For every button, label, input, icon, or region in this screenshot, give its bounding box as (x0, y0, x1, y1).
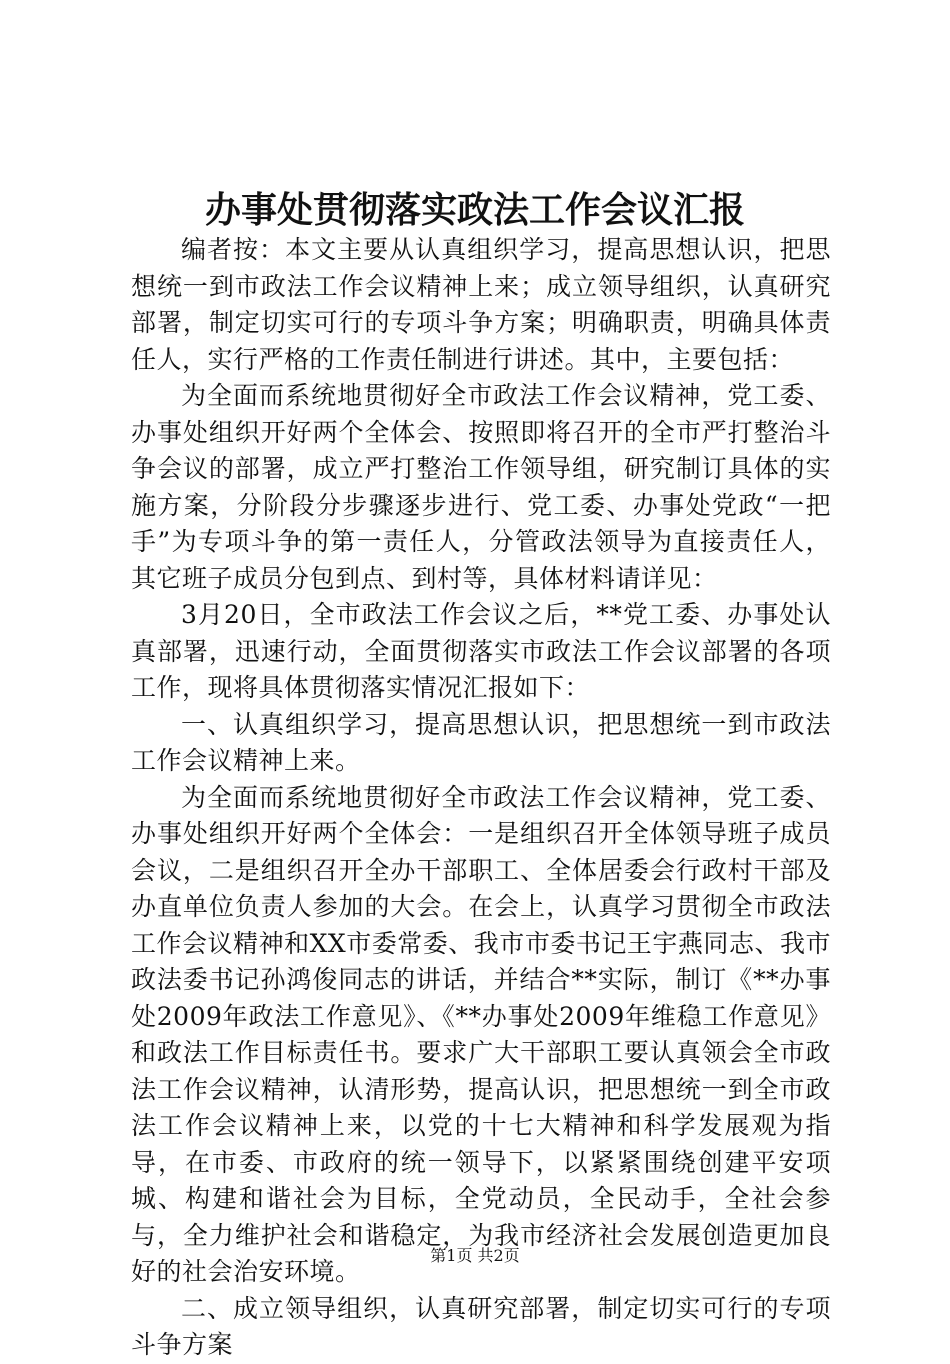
paragraph: 为全面而系统地贯彻好全市政法工作会议精神，党工委、办事处组织开好两个全体会、按照即将召开的全市严打整治斗争会议的部署，成立严打整治工作领导组，研究制订具体的实施方案，分阶段分步骤逐步进行、党工委、办事处党政“一把手”为专项斗争的第一责任人，分管政法领导为直接责任人，其它班子成员分包到点、到村等，具体材料请详见： (131, 381, 831, 593)
page-number: 第1页 共2页 (430, 1246, 520, 1265)
paragraph-editor-note: 编者按：本文主要从认真组织学习，提高思想认识，把思想统一到市政法工作会议精神上来；成立领导组织，认真研究部署，制定切实可行的专项斗争方案；明确职责，明确具体责任人，实行严格的工作责任制进行讲述。其中，主要包括： (131, 235, 831, 374)
section-heading: 一、认真组织学习，提高思想认识，把思想统一到市政法工作会议精神上来。 (131, 709, 831, 775)
document-body (131, 232, 831, 1364)
paragraph: 3月20日，全市政法工作会议之后，**党工委、办事处认真部署，迅速行动，全面贯彻落实市政法工作会议部署的各项工作，现将具体贯彻落实情况汇报如下： (131, 600, 831, 702)
document-title: 办事处贯彻落实政法工作会议汇报 (204, 189, 745, 231)
paragraph: 为全面而系统地贯彻好全市政法工作会议精神，党工委、办事处组织开好两个全体会：一是组织召开全体领导班子成员会议，二是组织召开全办干部职工、全体居委会行政村干部及办直单位负责人参加的大会。在会上，认真学习贯彻全市政法工作会议精神和XX市委常委、我市市委书记王宇燕同志、我市政法委书记孙鸿俊同志的讲话，并结合**实际，制订《**办事处2009年政法工作意见》、《**办事处2009年维稳工作意见》和政法工作目标责任书。要求广大干部职工要认真领会全市政法工作会议精神，认清形势，提高认识，把思想统一到全市政法工作会议精神上来，以党的十七大精神和科学发展观为指导，在市委、市政府的统一领导下，以紧紧围绕创建平安项城、构建和谐社会为目标，全党动员，全民动手，全社会参与，全力维护社会和谐稳定，为我市经济社会发展创造更加良好的社会治安环境。 (131, 782, 831, 1286)
section-heading: 二、成立领导组织，认真研究部署，制定切实可行的专项斗争方案 (131, 1293, 831, 1359)
